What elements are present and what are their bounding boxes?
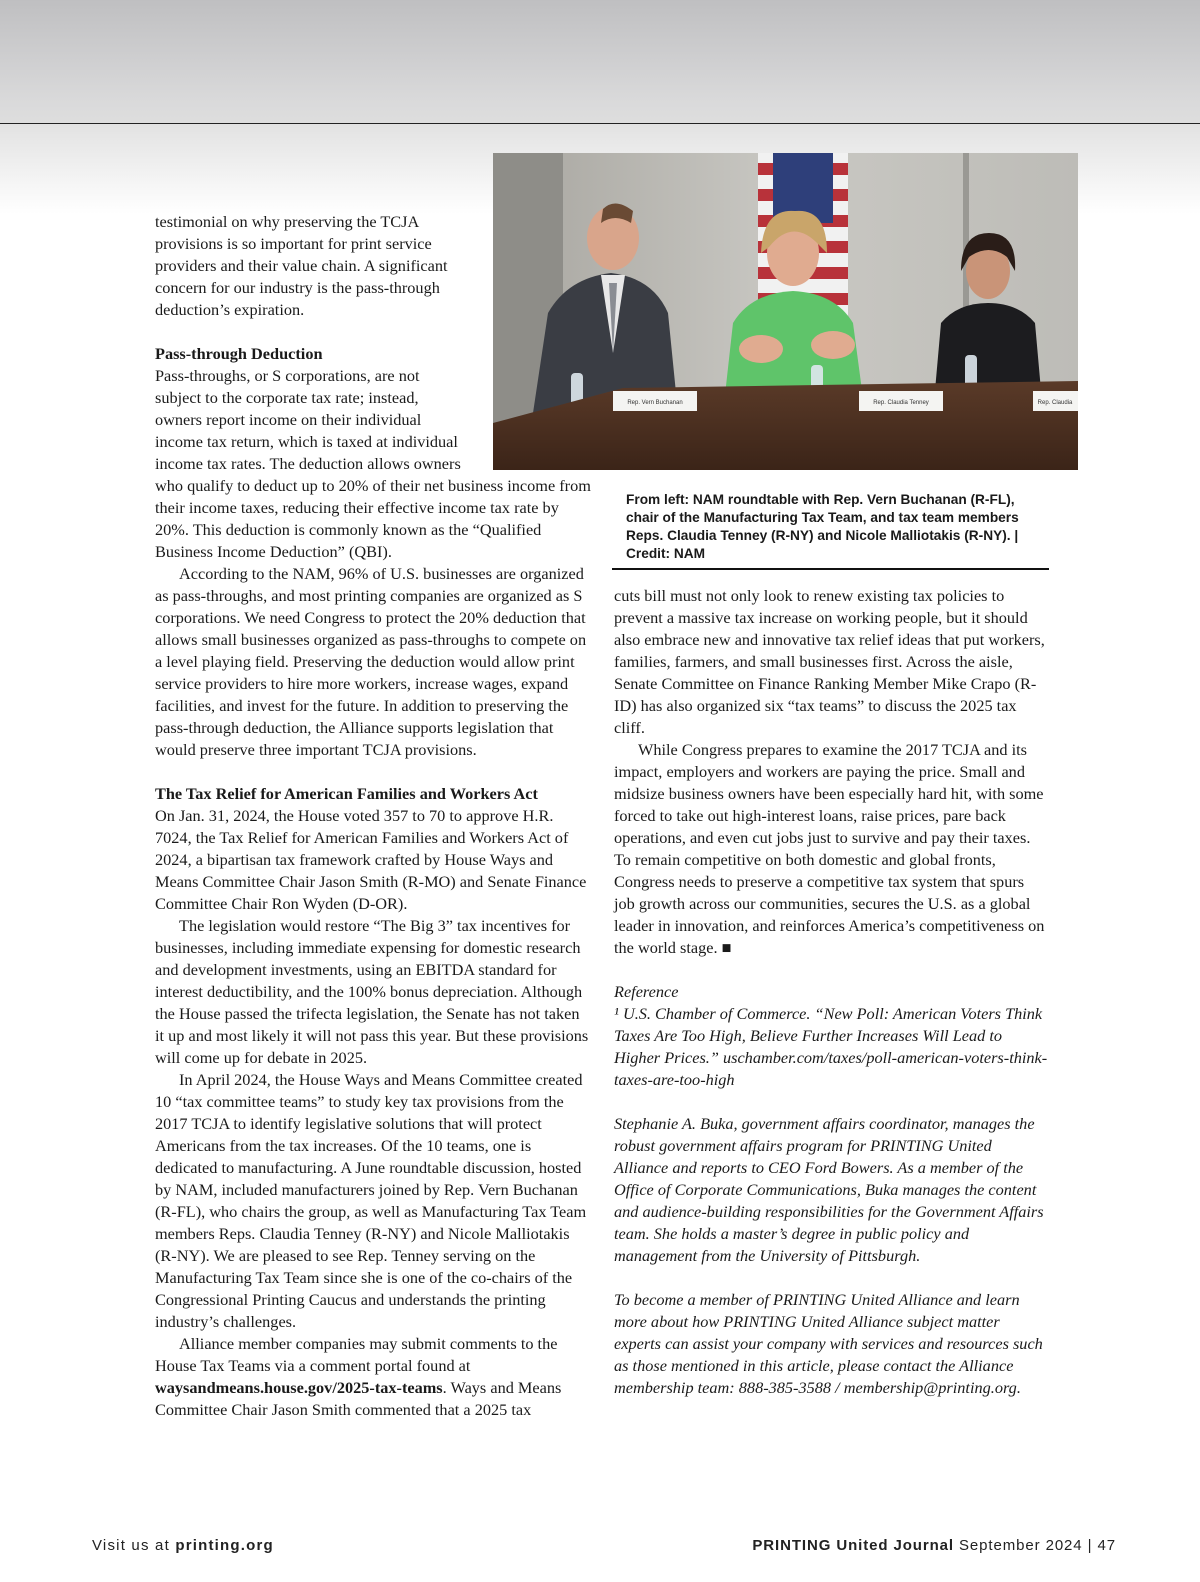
footer-left bbox=[92, 1537, 274, 1554]
placard-right: Rep. Claudia bbox=[1037, 400, 1073, 406]
pass-through-paragraph-1: Pass-throughs, or S corporations, are not subject to the corporate tax rate; instead, owners report income on their individual income tax return, which is taxed at individual income tax rates. The deduction allows owners who qualify to deduct up to 20% of their net business income from their income taxes, reducing their effective income tax rate by 20%. This deduction is commonly known as the “Qualified Business Income Deduction” (QBI). bbox=[155, 366, 591, 561]
reference-heading: Reference bbox=[614, 982, 679, 1001]
footer-issue: September 2024 bbox=[959, 1537, 1083, 1554]
ways-and-means-link[interactable]: waysandmeans.house.gov/2025-tax-teams bbox=[155, 1378, 443, 1397]
section-heading-pass-through: Pass-through Deduction bbox=[155, 344, 323, 363]
header-band bbox=[0, 0, 1200, 124]
pass-through-paragraph-2: According to the NAM, 96% of U.S. businesses are organized as pass-throughs, and most printing companies are organized as S corporations. We need Congress to protect the 20% deduction that allows small businesses organized as pass-throughs to compete on a level playing field. Preserving the deduction would allow print service providers to hire more workers, increase wages, expand facilities, and invest for the future. In addition to preserving the pass-through deduction, the Alliance supports legislation that would preserve three important TCJA provisions. bbox=[155, 564, 587, 759]
author-bio: Stephanie A. Buka, government affairs coordinator, manages the robust government affairs program for PRINTING United Alliance and reports to CEO Ford Bowers. As a member of the Office of Corporate Communications, Buka manages the content and audience-building responsibilities for the Government Affairs team. She holds a master’s degree in public policy and management from the University of Pittsburgh. bbox=[614, 1114, 1044, 1265]
end-mark: ■ bbox=[721, 938, 732, 957]
page-number: 47 bbox=[1097, 1537, 1116, 1554]
section-heading-tax-relief: The Tax Relief for American Families and Workers Act bbox=[155, 784, 538, 803]
comments-text: Alliance member companies may submit comments to the House Tax Teams via a comment portal found at bbox=[155, 1334, 558, 1375]
intro-paragraph: testimonial on why preserving the TCJA provisions is so important for print service providers and their value chain. A significant concern for our industry is the pass-through deduction’s expiration. bbox=[155, 212, 448, 319]
placard-tenney: Rep. Claudia Tenney bbox=[873, 400, 929, 406]
photo-wrap-spacer bbox=[467, 365, 592, 475]
tax-relief-paragraph-4 bbox=[155, 1333, 592, 1421]
right-paragraph-1: cuts bill must not only look to renew existing tax policies to prevent a massive tax increase on working people, but it should also embrace new and innovative tax relief ideas that put workers, families, farmers, and small businesses first. Across the aisle, Senate Committee on Finance Ranking Member Mike Crapo (R-ID) has also organized six “tax teams” to discuss the 2025 tax cliff. bbox=[614, 586, 1045, 737]
right-paragraph-2-text: While Congress prepares to examine the 2017 TCJA and its impact, employers and workers are paying the price. Small and midsize business owners have been especially hard hit, with some forced to take out high-interest loans, raise prices, pare back operations, and even cut jobs just to survive and pay their taxes. To remain competitive on both domestic and global fronts, Congress needs to preserve a competitive tax system that spurs job growth across our communities, secures the U.S. as a global leader in innovation, and reinforces America’s competitiveness on the world stage. bbox=[614, 740, 1045, 957]
footer-separator: | bbox=[1087, 1537, 1093, 1554]
photo-caption: From left: NAM roundtable with Rep. Vern Buchanan (R-FL), chair of the Manufacturing Tax Team, and tax team members Reps. Claudia Tenney (R-NY) and Nicole Malliotakis (R-NY). | Credit: NAM bbox=[626, 492, 1019, 561]
caption-rule bbox=[612, 568, 1049, 570]
comments-text-end: . Ways and Means Committee Chair Jason Smith commented that a 2025 tax bbox=[155, 1378, 562, 1419]
tax-relief-paragraph-3: In April 2024, the House Ways and Means Committee created 10 “tax committee teams” to study key tax provisions from the 2017 TCJA to identify legislative solutions that will protect Americans from the tax increases. Of the 10 teams, one is dedicated to manufacturing. A June roundtable discussion, hosted by NAM, included manufacturers joined by Rep. Vern Buchanan (R-FL), who chairs the group, as well as Manufacturing Tax Team members Reps. Claudia Tenney (R-NY) and Nicole Malliotakis (R-NY). We are pleased to see Rep. Tenney serving on the Manufacturing Tax Team since she is one of the co-chairs of the Congressional Printing Caucus and understands the printing industry’s challenges. bbox=[155, 1070, 587, 1331]
tax-relief-paragraph-1: On Jan. 31, 2024, the House voted 357 to 70 to approve H.R. 7024, the Tax Relief for American Families and Workers Act of 2024, a bipartisan tax framework crafted by House Ways and Means Committee Chair Jason Smith (R-MO) and Senate Finance Committee Chair Ron Wyden (D-OR). bbox=[155, 806, 587, 913]
membership-note: To become a member of PRINTING United Alliance and learn more about how PRINTING United Alliance subject matter experts can assist your company with services and resources such as those mentioned in this article, please contact the Alliance membership team: 888-385-3588 / membership@printing.org. bbox=[614, 1290, 1043, 1397]
placard-buchanan: Rep. Vern Buchanan bbox=[627, 400, 683, 406]
footer-visit-label: Visit us at bbox=[92, 1537, 176, 1554]
footer-site-link[interactable]: printing.org bbox=[175, 1537, 274, 1554]
left-column-top bbox=[155, 211, 467, 365]
right-column bbox=[614, 585, 1048, 1399]
footer-journal-name: PRINTING United Journal bbox=[752, 1537, 954, 1554]
right-paragraph-2 bbox=[614, 739, 1048, 959]
reference-text: ¹ U.S. Chamber of Commerce. “New Poll: American Voters Think Taxes Are Too High, Believe Further Increases Will Lead to Higher Prices.” uschamber.com/taxes/poll-american-voters-think-taxes-are-too-high bbox=[614, 1004, 1048, 1089]
footer-right bbox=[752, 1537, 1116, 1554]
left-column-main bbox=[155, 365, 592, 1421]
tax-relief-paragraph-2: The legislation would restore “The Big 3” tax incentives for businesses, including immediate expensing for domestic research and development investments, using an EBITDA standard for interest deductibility, and the 100% bonus depreciation. Although the House passed the trifecta legislation, the Senate has not taken it up and most likely it will not pass this year. But these provisions will come up for debate in 2025. bbox=[155, 916, 589, 1067]
